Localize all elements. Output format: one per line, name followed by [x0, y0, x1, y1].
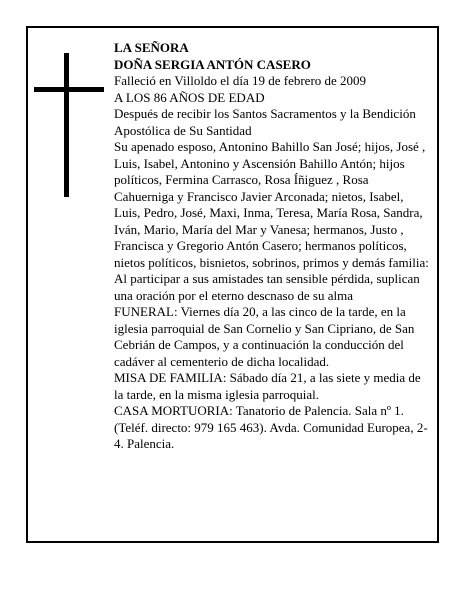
obituary-text — [114, 40, 430, 453]
funeral-paragraph: FUNERAL: Viernes día 20, a las cinco de la tarde, en la iglesia parroquial de San Cornelio y San Cipriano, de San Cebrián de Campos, y a continuación la conducción del cadáver al cementerio de dicha localidad. — [114, 304, 415, 369]
mortuary-paragraph: CASA MORTUORIA: Tanatorio de Palencia. Sala nº 1. (Teléf. directo: 979 165 463). Avda. Comunidad Europea, 2-4. Palencia. — [114, 403, 428, 451]
family-paragraph: Su apenado esposo, Antonino Bahillo San José; hijos, José , Luis, Isabel, Antonino y Ascensión Bahillo Antón; hijos políticos, Fermina Carrasco, Rosa Íñiguez , Rosa Cahuerniga y Francisco Javier Arconada; nietos, Isabel, Luis, Pedro, José, Maxi, Inma, Teresa, María Rosa, Sandra, Iván, Mario, María del Mar y Vanesa; hermanos, Justo , Francisca y Gregorio Antón Casero; hermanos políticos, nietos políticos, bisnietos, sobrinos, primos y demás familia: — [114, 139, 429, 270]
cross-vertical-bar — [64, 53, 69, 197]
deceased-name: DOÑA SERGIA ANTÓN CASERO — [114, 56, 311, 72]
age-line: A LOS 86 AÑOS DE EDAD — [114, 89, 265, 105]
family-mass-paragraph: MISA DE FAMILIA: Sábado día 21, a las siete y media de la tarde, en la misma iglesia parroquial. — [114, 370, 421, 402]
death-info: Falleció en Villoldo el día 19 de febrero de 2009 — [114, 73, 367, 88]
cross-icon — [34, 53, 104, 197]
request-paragraph: Al participar a sus amistades tan sensible pérdida, suplican una oración por el eterno descnaso de su alma — [114, 271, 420, 303]
title-line: LA SEÑORA — [114, 40, 189, 55]
cross-horizontal-bar — [34, 87, 104, 92]
sacraments-paragraph: Después de recibir los Santos Sacramentos y la Bendición Apostólica de Su Santidad — [114, 106, 416, 138]
